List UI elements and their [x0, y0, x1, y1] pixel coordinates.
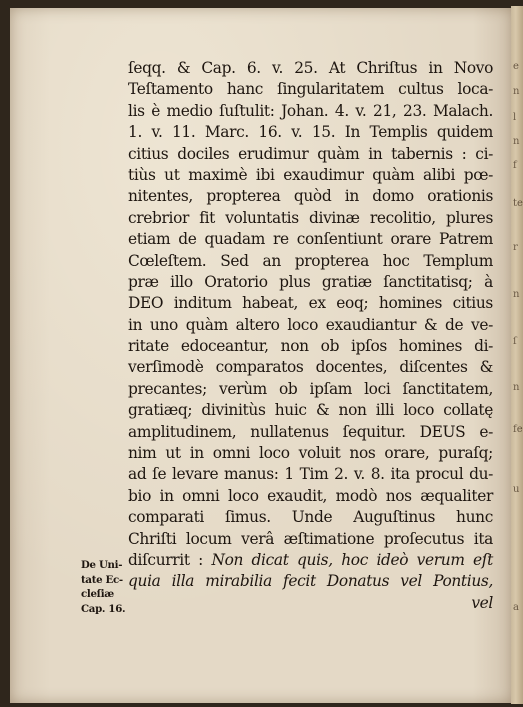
facing-page-edge	[511, 6, 523, 704]
edge-fragment: te	[513, 198, 523, 209]
edge-fragment: a	[513, 602, 519, 613]
text-line: ad ſe levare manus: 1 Tim 2. v. 8. ita procul du-	[128, 465, 493, 484]
text-line: Cœleſtem. Sed an propterea hoc Templum	[128, 251, 493, 270]
text-line: gratiæq; divinitùs huic & non illi loco collatę	[128, 401, 493, 420]
margin-note-line: De Uni-	[81, 559, 123, 571]
text-line: precantes; verùm ob ipſam loci ſanctitatem,	[128, 379, 493, 398]
margin-note-line: Cap. 16.	[81, 602, 126, 615]
text-line: præ illo Oratorio plus gratiæ ſanctitatisq; à	[128, 272, 493, 291]
edge-fragment: e	[513, 61, 519, 72]
margin-note-line: cleſiæ	[81, 588, 114, 600]
edge-fragment: f	[513, 160, 517, 171]
text-line: bio in omni loco exaudit, modò nos æqualiter	[128, 486, 493, 505]
text-line: Chriſti locum verâ æſtimatione proſecutus ita	[128, 529, 493, 548]
catchword: vel	[471, 593, 493, 612]
margin-note	[81, 558, 135, 616]
text-line: comparati ſimus. Unde Auguſtinus hunc	[128, 508, 493, 527]
text-line: verſimodè comparatos docentes, diſcentes &	[128, 358, 493, 377]
italic-quote: Non dicat quis, hoc ideò verum eſt	[211, 550, 493, 569]
edge-fragment: u	[513, 484, 520, 495]
edge-fragment: r	[513, 242, 518, 253]
text-line-with-quote	[128, 550, 493, 571]
text-line: ritate edoceantur, non ob ipſos homines di-	[128, 337, 493, 356]
book-page	[10, 8, 513, 703]
edge-fragment: ſ	[513, 336, 517, 347]
text-line: citius dociles erudimur quàm in tabernis : ci-	[128, 144, 493, 163]
edge-fragment: fe	[513, 424, 523, 435]
text-line: nitentes, propterea quòd in domo orationis	[128, 187, 493, 206]
text-line: etiam de quadam re conſentiunt orare Patrem	[128, 230, 493, 249]
text-line: nim ut in omni loco voluit nos orare, puraſq;	[128, 444, 493, 463]
text-line: in uno quàm altero loco exaudiantur & de ve-	[128, 315, 493, 334]
text-line: crebrior fit voluntatis divinæ recolitio, plures	[128, 208, 493, 227]
edge-fragment: n	[513, 289, 520, 300]
text-segment: diſcurrit :	[128, 550, 203, 569]
edge-fragment: n	[513, 382, 520, 393]
edge-fragment: l	[513, 112, 517, 123]
text-line: ſeqq. & Cap. 6. v. 25. At Chriſtus in Novo	[128, 59, 493, 77]
text-line: lis è medio ſuſtulit: Johan. 4. v. 21, 23. Malach.	[128, 101, 493, 120]
margin-note-line: tate Ec-	[81, 573, 123, 586]
edge-fragment: n	[513, 136, 520, 147]
text-line: tiùs ut maximè ibi exaudimur quàm alibi pœ-	[128, 165, 493, 184]
text-line: DEO inditum habeat, ex eoq; homines citius	[128, 294, 493, 313]
text-line: amplitudinem, nullatenus ſequitur. DEUS e-	[128, 422, 493, 441]
text-line: quia illa mirabilia fecit Donatus vel Pontius,	[128, 572, 493, 591]
text-line: Teſtamento hanc ſingularitatem cultus loca-	[128, 80, 493, 99]
edge-fragment: n	[513, 86, 520, 97]
page-body-text	[128, 58, 493, 614]
text-line: 1. v. 11. Marc. 16. v. 15. In Templis quidem	[128, 123, 493, 142]
